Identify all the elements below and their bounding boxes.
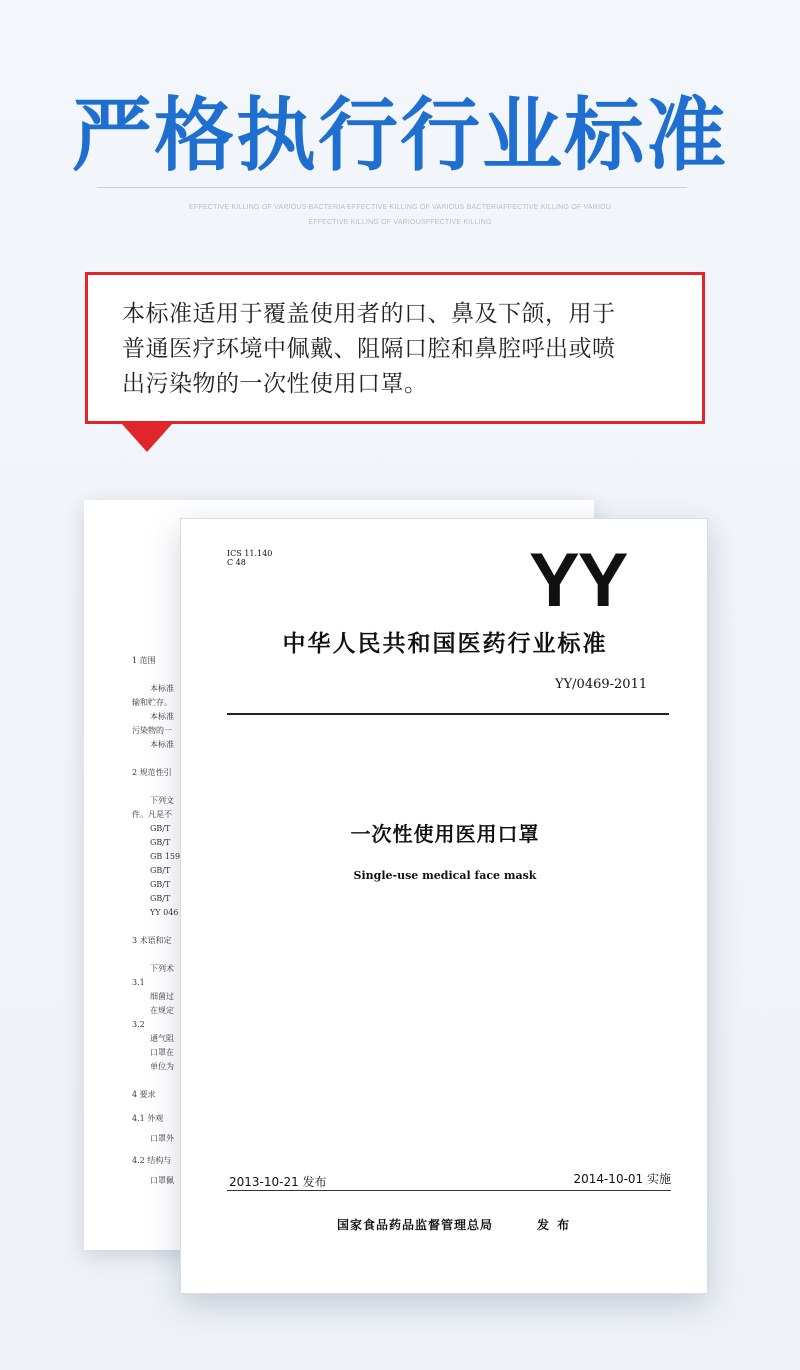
back-page-line: 本标准 [150,712,174,721]
header-rule [227,713,669,715]
callout-line-1: 本标准适用于覆盖使用者的口、鼻及下颌，用于 [122,301,616,327]
document-title-cn: 一次性使用医用口罩 [350,822,540,846]
page-headline: 严格执行行业标准 [72,89,728,182]
callout-pointer [122,424,172,452]
back-page-line: GB/T [150,880,171,889]
back-page-line: 2 规范性引 [132,768,172,777]
ics-classification [227,549,272,567]
back-page-line: 下列术 [150,964,174,973]
back-page-line: 4.1 外观 [132,1114,164,1123]
issue-date: 2013-10-21 发布 [229,1175,327,1189]
back-page-line: 本标准 [150,740,174,749]
footer-rule [227,1190,671,1191]
back-page-line: 口罩外 [150,1134,174,1143]
callout-line-3: 出污染物的一次性使用口罩。 [122,371,428,397]
publisher-name: 国家食品药品监督管理总局 [337,1218,494,1232]
document-title-en: Single-use medical face mask [353,869,537,882]
publish-label: 发 布 [537,1218,572,1232]
back-page-line: 本标准 [150,684,174,693]
back-page-line: 4 要求 [132,1090,156,1099]
callout-line-2: 普通医疗环境中佩戴、阻隔口腔和鼻腔呼出或喷 [122,336,616,362]
back-page-line: YY 046 [150,908,179,917]
yy-standard-logo: YY [529,538,627,623]
ics-code: ICS 11.140 [227,549,273,558]
back-page-line: GB/T [150,838,171,847]
back-page-line: GB/T [150,824,171,833]
back-page-line: GB 159 [150,852,181,861]
back-page-line: 3.2 [132,1020,145,1029]
back-page-line: 下列文 [150,796,174,805]
standard-scope-callout [85,272,705,424]
back-page-line: 污染物的一 [132,726,172,735]
back-page-line: 4.2 结构与 [132,1156,172,1165]
implementation-date: 2014-10-01 实施 [573,1172,671,1186]
industry-standard-title: 中华人民共和国医药行业标准 [282,631,608,657]
callout-text [122,297,672,402]
standard-number: YY/0469-2011 [555,677,648,692]
back-page-line: GB/T [150,866,171,875]
back-page-line: 件。凡是不 [132,810,172,819]
subtext-line-2: EFFECTIVE KILLING OF VARIOUSFFECTIVE KILLING [308,219,492,226]
back-page-line: 在规定 [150,1006,174,1015]
standard-cover-page [180,518,708,1294]
back-page-line: 口罩在 [150,1048,174,1057]
back-page-line: 细菌过 [150,992,174,1001]
back-page-line: 3 术语和定 [132,936,172,945]
back-page-line: 单位为 [150,1062,174,1071]
back-page-line: 3.1 [132,978,145,987]
back-page-line: 口罩佩 [150,1176,174,1185]
back-page-line: 输和贮存。 [132,698,172,707]
ccs-code: C 48 [227,558,246,567]
headline-divider [97,187,687,188]
subtext-line-1: EFFECTIVE KILLING OF VARIOUS BACTERIA EFFECTIVE KILLING OF VARIOUS BACTERIAFFECTIVE KILLING OF VARIOU [189,204,611,211]
back-page-line: GB/T [150,894,171,903]
back-page-line: 通气阻 [150,1034,174,1043]
back-page-line: 1 范围 [132,656,156,665]
